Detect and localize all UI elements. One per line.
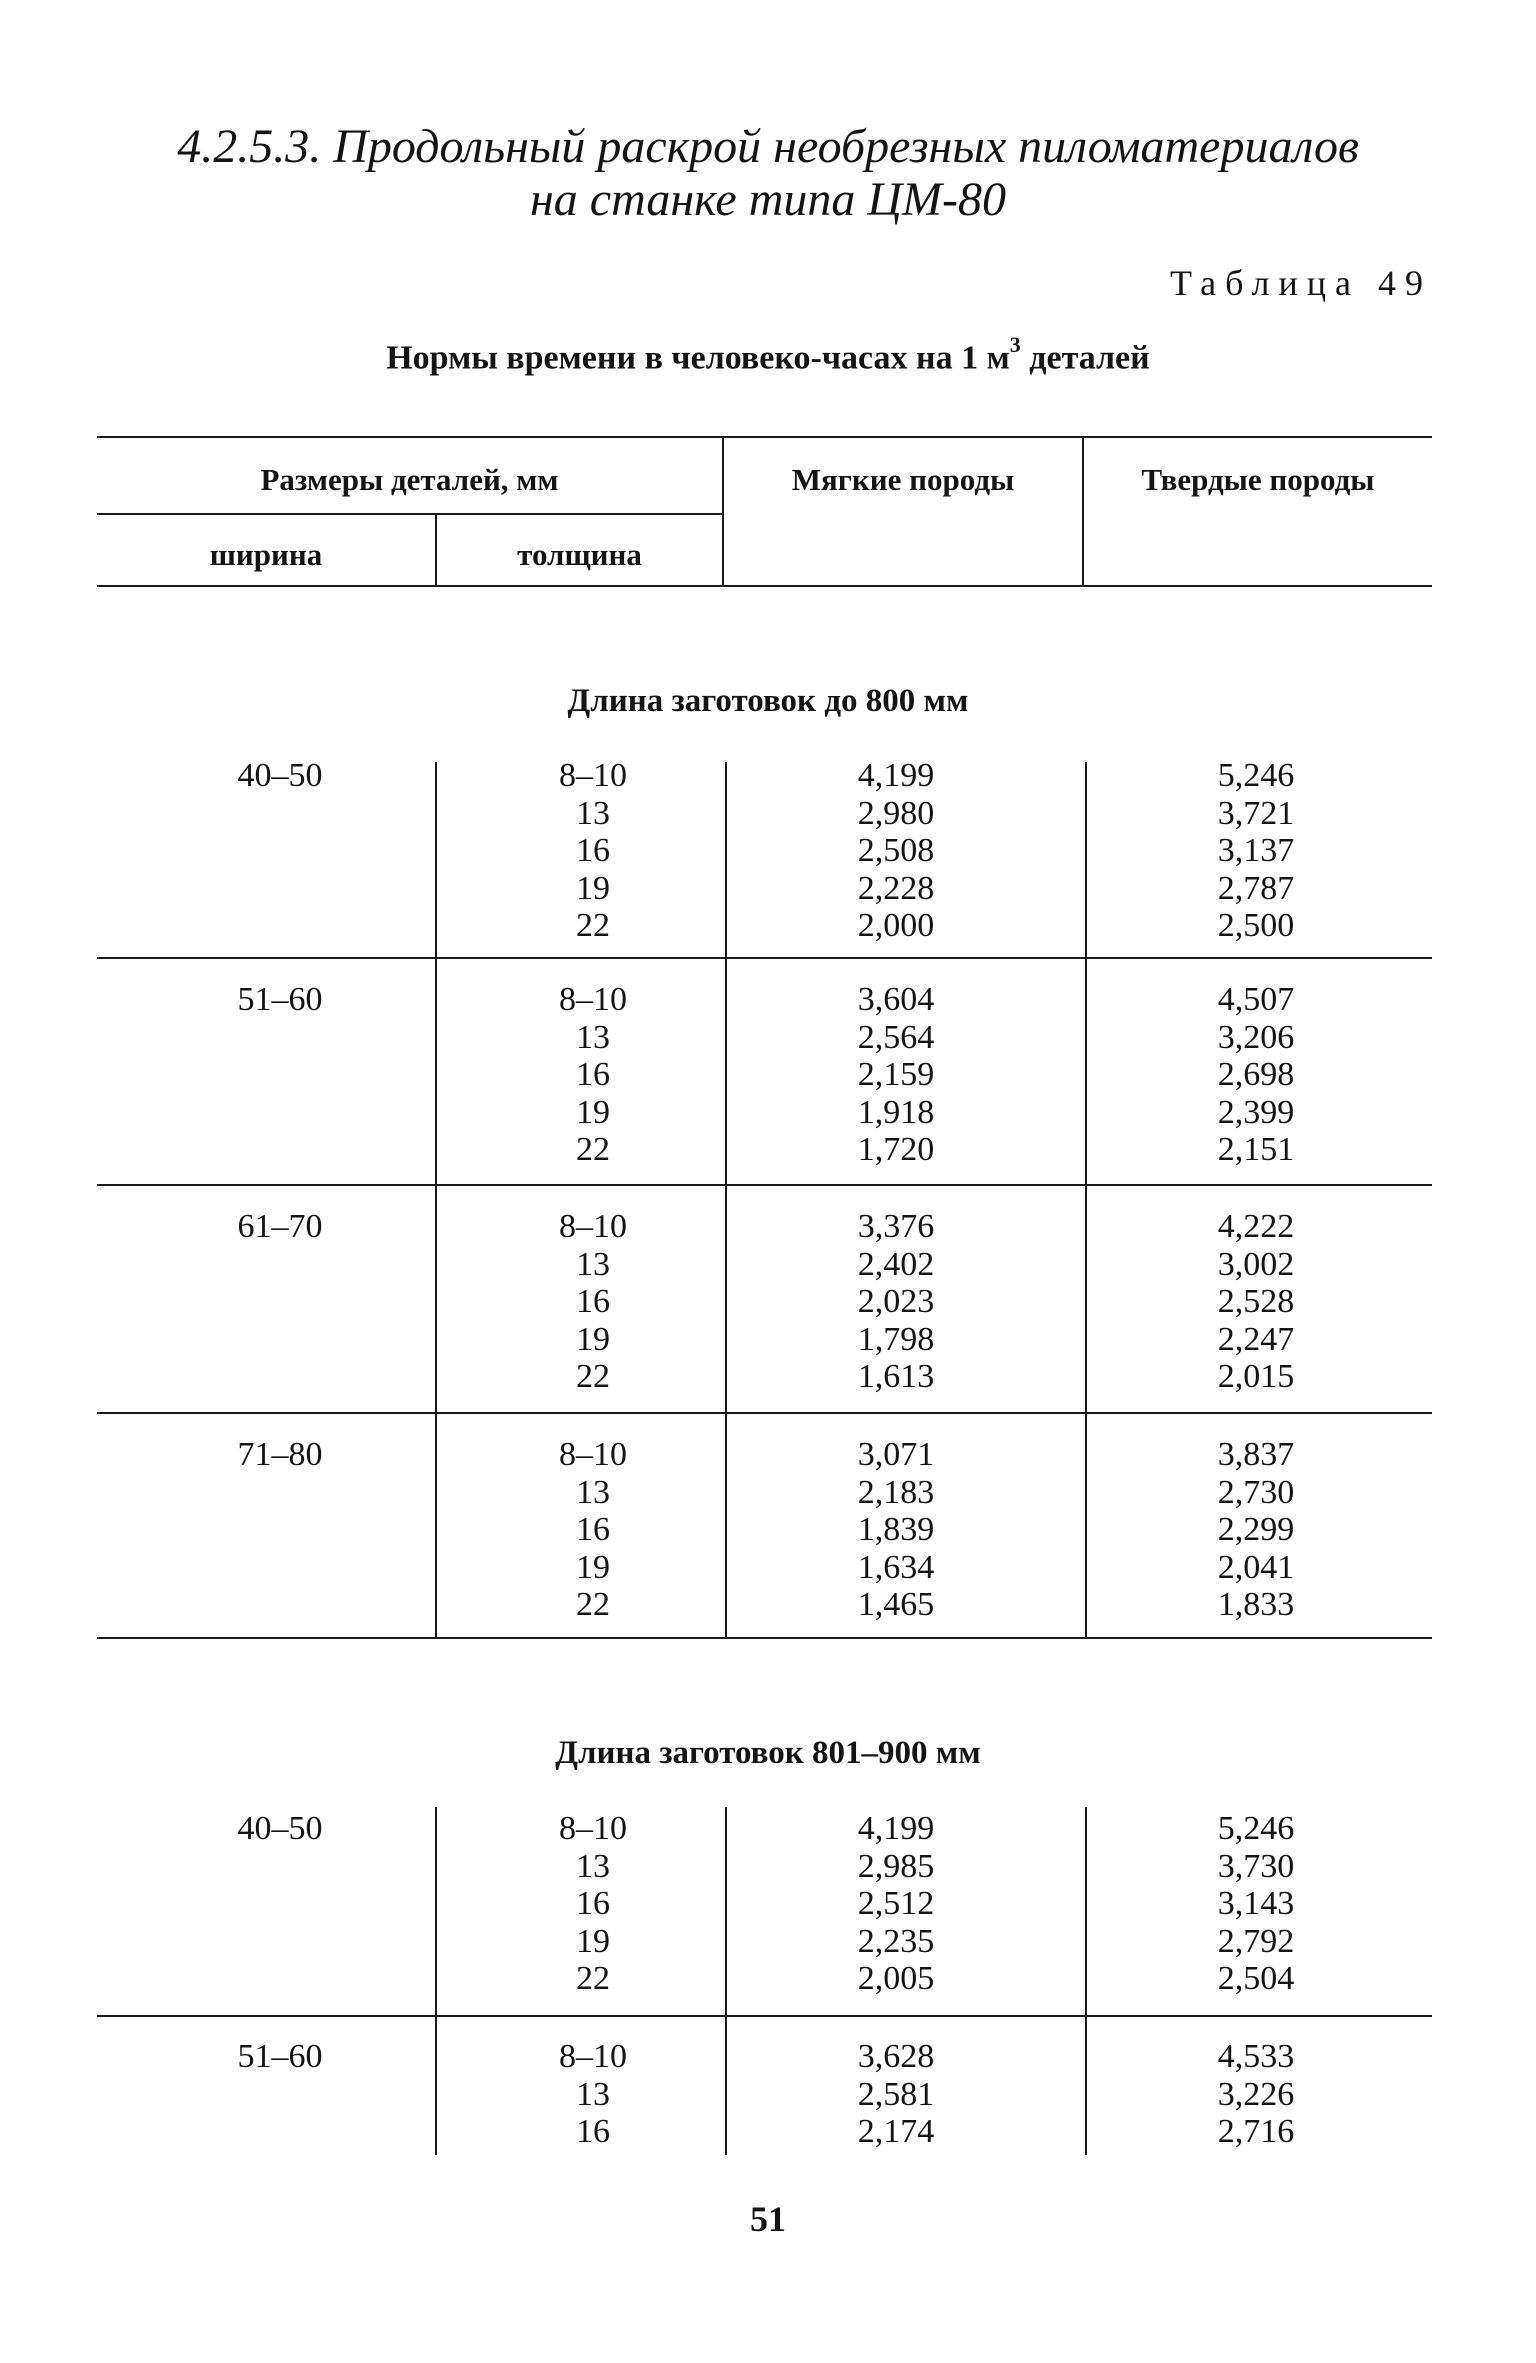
soft-norm-cell: 3,376 2,402 2,023 1,798 1,613 xyxy=(857,1208,935,1395)
section-title: Длина заготовок 801–900 мм xyxy=(555,1735,981,1771)
soft-norm-cell: 4,199 2,985 2,512 2,235 2,005 xyxy=(857,1810,935,1997)
header-sizes: Размеры деталей, мм xyxy=(260,462,559,497)
header-soft: Мягкие породы xyxy=(791,462,1015,497)
section-end-rule xyxy=(97,1637,1432,1639)
hard-norm-cell: 5,246 3,730 3,143 2,792 2,504 xyxy=(1217,1810,1295,1997)
hard-norm-cell: 4,507 3,206 2,698 2,399 2,151 xyxy=(1217,981,1295,1168)
hard-norm-cell: 4,222 3,002 2,528 2,247 2,015 xyxy=(1217,1208,1295,1395)
hard-norm-cell: 4,533 3,226 2,716 xyxy=(1217,2038,1295,2150)
width-range-cell: 51–60 xyxy=(237,2038,323,2075)
section-heading-line-1: 4.2.5.3. Продольный раскрой необрезных пиломатериалов xyxy=(177,120,1359,173)
soft-norm-cell: 3,071 2,183 1,839 1,634 1,465 xyxy=(857,1436,935,1623)
header-top-rule xyxy=(97,436,1432,438)
width-range-cell: 40–50 xyxy=(237,757,323,794)
width-range-cell: 71–80 xyxy=(237,1436,323,1473)
table-number: Таблица 49 xyxy=(1170,263,1432,303)
hard-norm-cell: 3,837 2,730 2,299 2,041 1,833 xyxy=(1217,1436,1295,1623)
page-number: 51 xyxy=(750,2199,786,2239)
group-rule xyxy=(97,1184,1432,1186)
caption-superscript: 3 xyxy=(1009,332,1021,357)
table-caption xyxy=(0,332,1536,377)
header-bottom-rule xyxy=(97,585,1432,587)
soft-norm-cell: 4,199 2,980 2,508 2,228 2,000 xyxy=(857,757,935,944)
group-rule xyxy=(97,957,1432,959)
header-divider-soft xyxy=(722,436,724,586)
header-thickness: толщина xyxy=(517,537,642,572)
width-range-cell: 51–60 xyxy=(237,981,323,1018)
header-divider-hard xyxy=(1082,436,1084,586)
width-range-cell: 40–50 xyxy=(237,1810,323,1847)
caption-text: Нормы времени в человеко-часах на 1 м xyxy=(386,339,1010,377)
thickness-cell: 8–10 13 16 19 22 xyxy=(559,981,627,1168)
header-mid-rule xyxy=(97,513,722,515)
section-title: Длина заготовок до 800 мм xyxy=(567,683,969,719)
caption-suffix: деталей xyxy=(1029,339,1150,377)
thickness-cell: 8–10 13 16 19 22 xyxy=(559,1810,627,1997)
hard-norm-cell: 5,246 3,721 3,137 2,787 2,500 xyxy=(1217,757,1295,944)
group-rule xyxy=(97,1412,1432,1414)
soft-norm-cell: 3,628 2,581 2,174 xyxy=(857,2038,935,2150)
header-hard: Твердые породы xyxy=(1141,462,1375,497)
thickness-cell: 8–10 13 16 19 22 xyxy=(559,757,627,944)
thickness-cell: 8–10 13 16 19 22 xyxy=(559,1436,627,1623)
thickness-cell: 8–10 13 16 19 22 xyxy=(559,1208,627,1395)
group-rule xyxy=(97,2015,1432,2017)
soft-norm-cell: 3,604 2,564 2,159 1,918 1,720 xyxy=(857,981,935,1168)
width-range-cell: 61–70 xyxy=(237,1208,323,1245)
header-width: ширина xyxy=(209,537,323,572)
thickness-cell: 8–10 13 16 xyxy=(559,2038,627,2150)
section-heading-line-2: на станке типа ЦМ-80 xyxy=(529,173,1007,226)
